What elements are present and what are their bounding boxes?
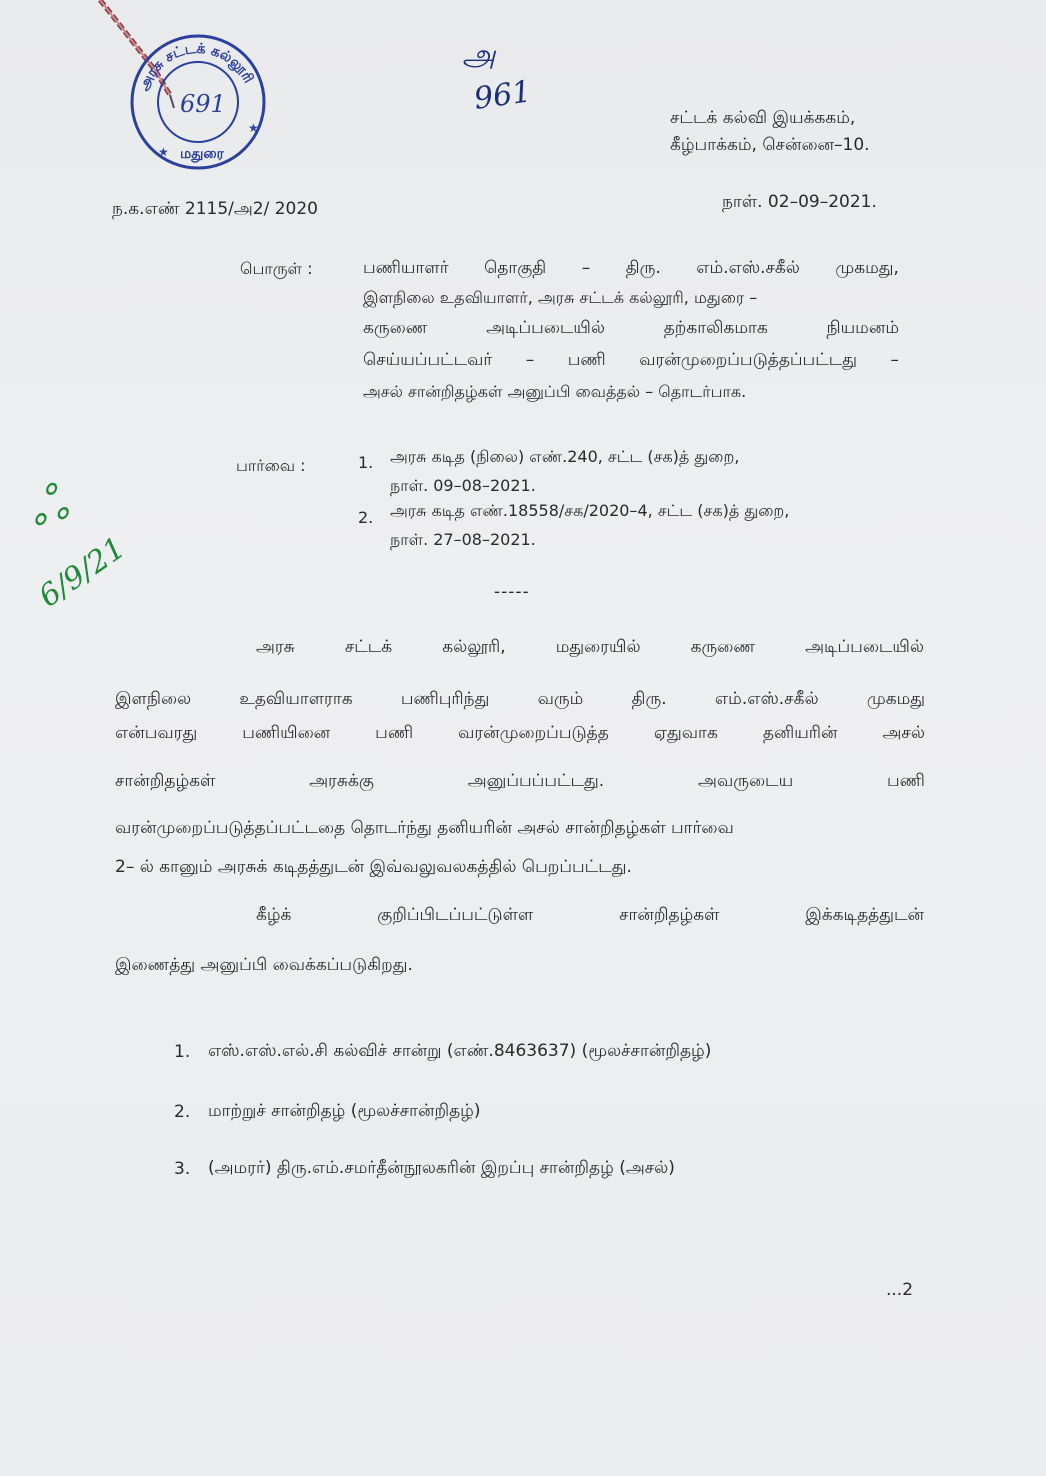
body-line-2: இளநிலை உதவியாளராக பணிபுரிந்து வரும் திரு. எம்.எஸ்.சகீல் முகமது [115,689,925,709]
enclosure-3-text: (அமரர்) திரு.எம்.சமர்தீன்நூலகரின் இறப்பு சான்றிதழ் (அசல்) [208,1158,675,1178]
office-seal-stamp [118,20,278,180]
svg-text:★: ★ [248,121,259,135]
reference-1-number: 1. [358,453,374,472]
subject-label: பொருள் : [240,259,313,278]
reference-2-number: 2. [358,508,374,527]
reference-1-line1: அரசு கடித (நிலை) எண்.240, சட்ட (சக)த் துறை, [390,447,740,466]
svg-text:★: ★ [158,145,169,159]
body-line-8: இணைத்து அனுப்பி வைக்கப்படுகிறது. [115,955,413,975]
letter-date: நாள். 02–09–2021. [722,192,877,212]
subject-line-3: கருணை அடிப்படையில் தற்காலிகமாக நியமனம் [363,318,899,338]
seal-top-text: அரசு சட்டக் கல்லூரி [136,40,257,94]
reference-1-line2: நாள். 09–08–2021. [390,476,536,495]
enclosure-1-text: எஸ்.எஸ்.எல்.சி கல்விச் சான்று (எண்.8463637) (மூலச்சான்றிதழ்) [208,1041,712,1061]
body-line-1: அரசு சட்டக் கல்லூரி, மதுரையில் கருணை அடிப்படையில் [256,637,924,657]
subject-line-2: இளநிலை உதவியாளர், அரசு சட்டக் கல்லூரி, மதுரை – [363,288,758,307]
seal-bottom-text: மதுரை [180,146,224,162]
body-line-7: கீழ்க் குறிப்பிடப்பட்டுள்ள சான்றிதழ்கள் இக்கடிதத்துடன் [256,905,924,925]
separator-dashes: ----- [494,582,530,602]
office-address-line1: சட்டக் கல்வி இயக்ககம், [670,108,856,128]
handwritten-note-number: 961 [471,74,534,117]
handwritten-date-green: 6/9/21 [32,530,132,615]
references-label: பார்வை : [236,456,306,475]
office-address-line2: கீழ்பாக்கம், சென்னை–10. [670,135,870,155]
handwritten-initial-green: ஃ [22,474,74,539]
enclosure-2-text: மாற்றுச் சான்றிதழ் (மூலச்சான்றிதழ்) [208,1101,481,1121]
continued-page-marker: ...2 [886,1280,914,1300]
handwritten-note-top: அ [462,38,496,73]
seal-number: 691 [180,90,226,118]
subject-line-5: அசல் சான்றிதழ்கள் அனுப்பி வைத்தல் – தொடர்பாக. [363,382,747,401]
body-line-4: சான்றிதழ்கள் அரசுக்கு அனுப்பப்பட்டது. அவருடைய பணி [115,771,925,791]
body-line-5: வரன்முறைப்படுத்தப்பட்டதை தொடர்ந்து தனியரின் அசல் சான்றிதழ்கள் பார்வை [115,818,734,838]
enclosure-1-number: 1. [174,1042,191,1062]
reference-number: ந.க.எண் 2115/அ2/ 2020 [112,199,318,219]
subject-line-4: செய்யப்பட்டவர் – பணி வரன்முறைப்படுத்தப்பட்டது – [363,350,899,370]
body-line-3: என்பவரது பணியினை பணி வரன்முறைப்படுத்த ஏதுவாக தனியரின் அசல் [115,723,925,743]
enclosure-2-number: 2. [174,1102,191,1122]
reference-2-line1: அரசு கடித எண்.18558/சக/2020–4, சட்ட (சக)த் துறை, [390,501,790,520]
body-line-6: 2– ல் கானும் அரசுக் கடிதத்துடன் இவ்வலுவலகத்தில் பெறப்பட்டது. [115,857,632,877]
subject-line-1: பணியாளர் தொகுதி – திரு. எம்.எஸ்.சகீல் முகமது, [363,258,899,278]
reference-2-line2: நாள். 27–08–2021. [390,530,536,549]
enclosure-3-number: 3. [174,1159,191,1179]
